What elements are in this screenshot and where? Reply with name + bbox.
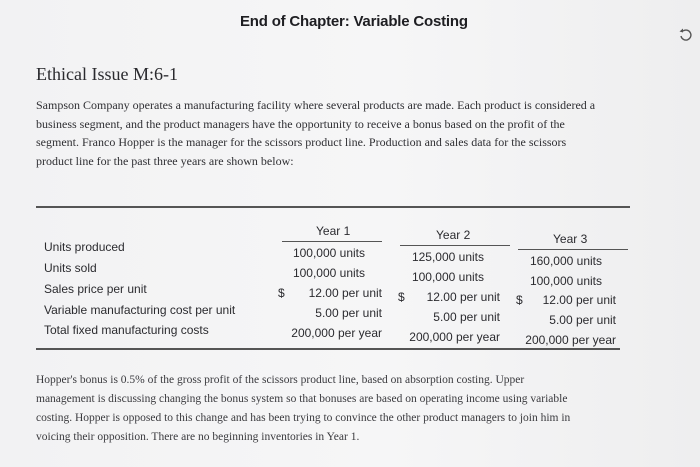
closing-paragraph <box>36 371 636 447</box>
table-cell: 200,000 per year <box>291 326 382 340</box>
currency-symbol: $ <box>516 293 523 307</box>
row-label: Variable manufacturing cost per unit <box>44 303 236 317</box>
table-cell: 5.00 per unit <box>549 313 616 327</box>
currency-symbol: $ <box>278 286 285 300</box>
table-cell: 100,000 units <box>411 270 484 284</box>
intro-line: product line for the past three years are shown below: <box>36 153 294 168</box>
table-cell: 100,000 units <box>292 266 365 280</box>
header-underline <box>518 249 628 250</box>
table-cell: 200,000 per year <box>525 333 616 347</box>
year-header: Year 3 <box>553 232 588 246</box>
intro-line: Sampson Company operates a manufacturing facility where several products are made. Each product is considered a <box>36 98 596 112</box>
section-heading: Ethical Issue M:6-1 <box>36 64 178 84</box>
table-cell: 12.00 per unit <box>542 293 616 307</box>
table-cell: 100,000 units <box>292 246 365 260</box>
chapter-title: End of Chapter: Variable Costing <box>240 13 468 30</box>
closing-line: costing. Hopper is opposed to this change and has been trying to convince the other product managers to join him in <box>36 412 571 424</box>
row-label: Total fixed manufacturing costs <box>44 323 209 337</box>
year-header: Year 2 <box>436 228 471 242</box>
table-cell: 125,000 units <box>411 250 484 264</box>
row-label: Sales price per unit <box>44 282 147 296</box>
table-bottom-rule <box>36 348 620 350</box>
table-cell: 12.00 per unit <box>308 286 382 300</box>
table-cell: 160,000 units <box>529 254 602 268</box>
table-cell: 100,000 units <box>529 274 602 288</box>
table-cell: 5.00 per unit <box>315 306 382 320</box>
currency-symbol: $ <box>398 290 405 304</box>
header-underline <box>400 245 510 246</box>
row-label: Units sold <box>44 261 97 275</box>
closing-line: voicing their opposition. There are no beginning inventories in Year 1. <box>36 431 360 443</box>
row-label: Units produced <box>44 240 125 254</box>
closing-line: Hopper's bonus is 0.5% of the gross profit of the scissors product line, based on absorption costing. Upper <box>36 374 525 386</box>
table-cell: 5.00 per unit <box>433 310 500 324</box>
year-header: Year 1 <box>316 224 351 238</box>
table-cell: 200,000 per year <box>409 330 500 344</box>
header-underline <box>282 241 382 242</box>
table-cell: 12.00 per unit <box>426 290 500 304</box>
intro-line: segment. Franco Hopper is the manager for the scissors product line. Production and sales data for the scissors <box>36 135 567 149</box>
closing-line: management is discussing changing the bonus system so that bonuses are based on operating income using variable <box>36 393 568 405</box>
intro-line: business segment, and the product managers have the opportunity to receive a bonus based on the profit of the <box>36 116 565 131</box>
